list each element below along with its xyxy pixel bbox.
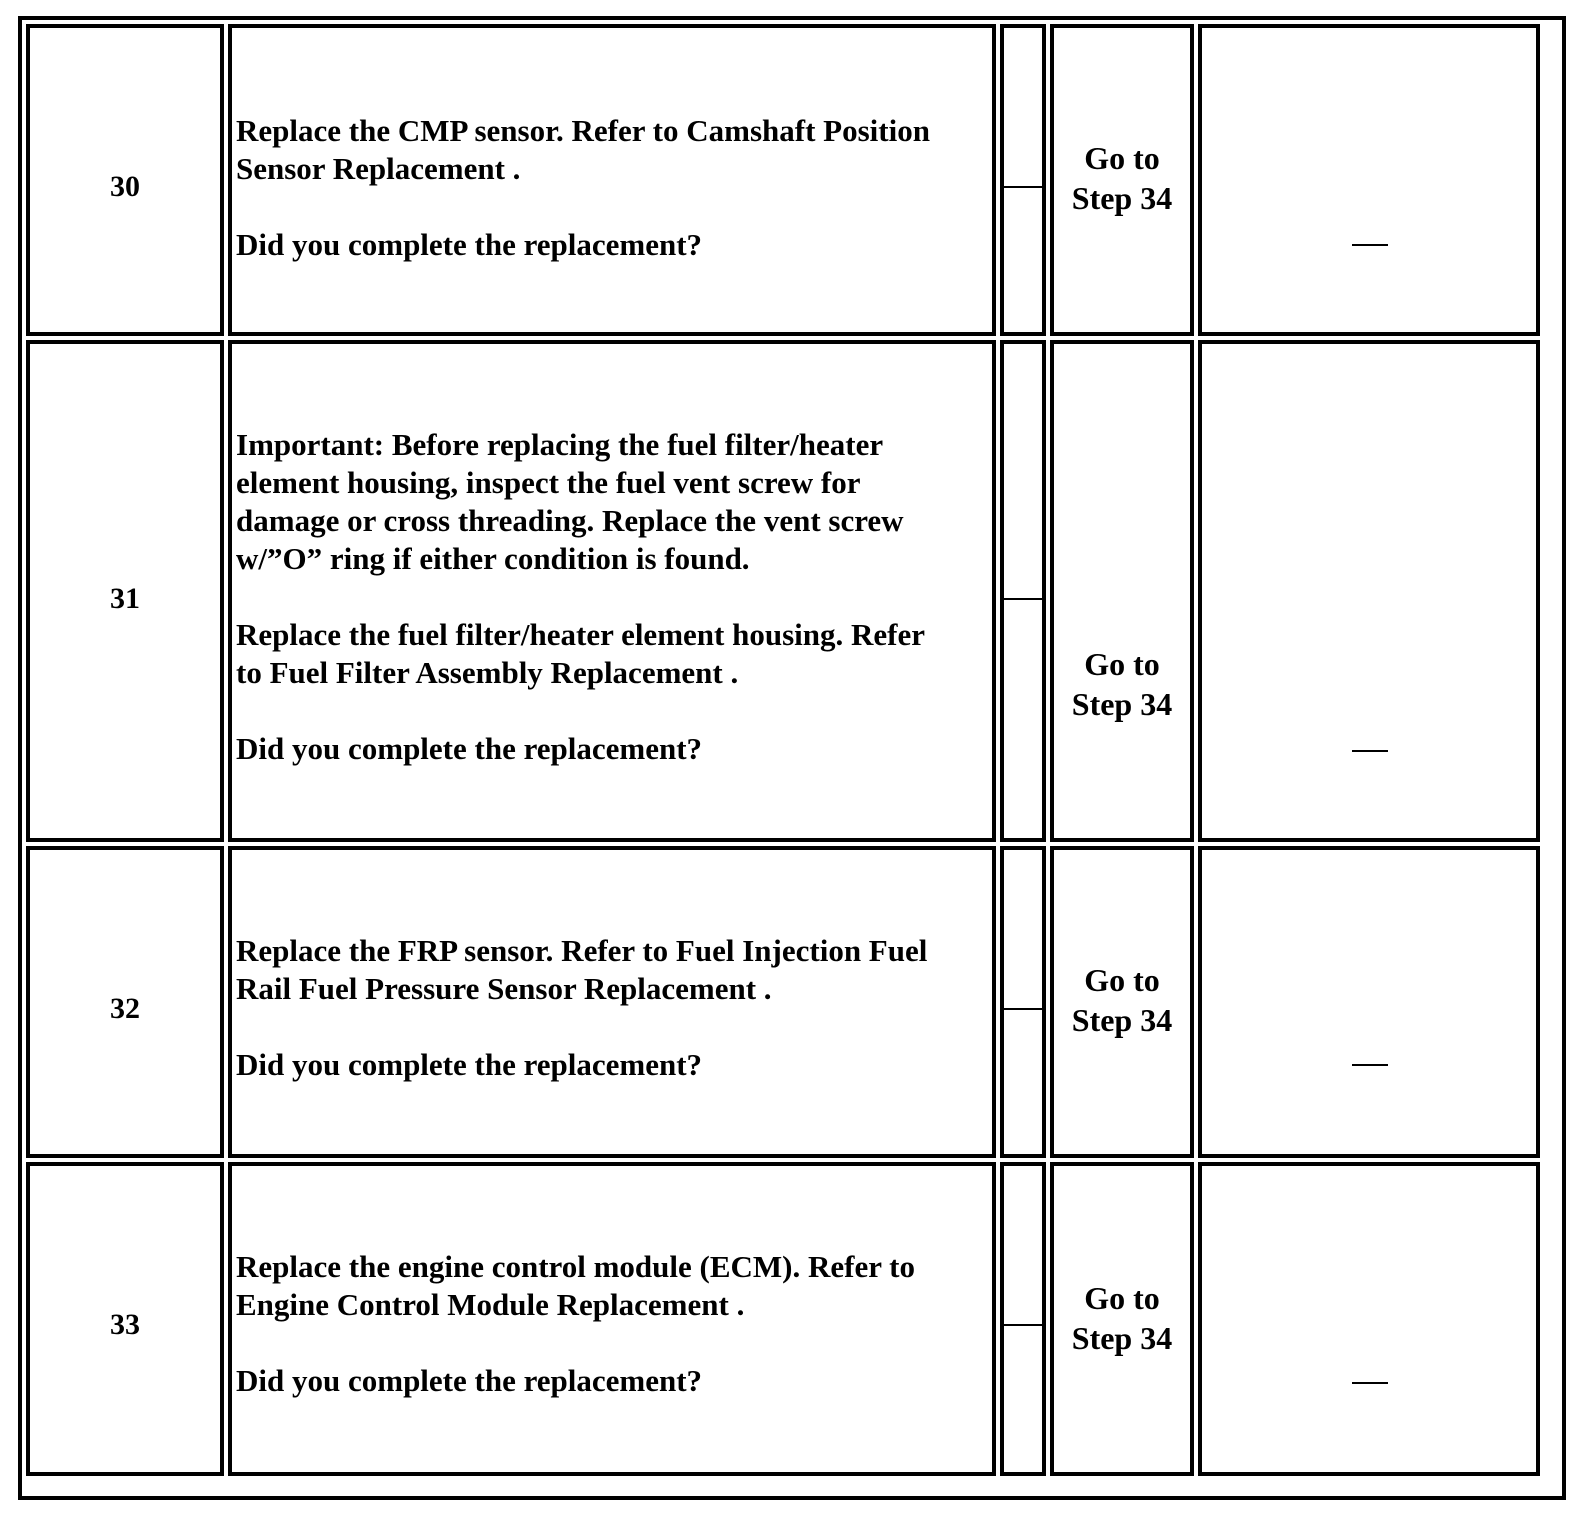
value-dash bbox=[1004, 1324, 1042, 1326]
step-number: 33 bbox=[110, 1308, 140, 1341]
yes-cell bbox=[1050, 1162, 1194, 1476]
action-cell bbox=[228, 1162, 996, 1476]
value-dash bbox=[1004, 186, 1042, 188]
step-cell bbox=[26, 1162, 224, 1476]
no-cell bbox=[1198, 24, 1540, 336]
no-cell bbox=[1198, 846, 1540, 1158]
value-cell bbox=[1000, 340, 1046, 842]
action-text: Important: Before replacing the fuel filter/heater element housing, inspect the fuel vent screw for damage or cross threading. Replace the vent screw w/”O” ring if either condition is found. Replace the fuel filter/heater element housing. Refer to Fuel Filter Assembly Replacement . Did you complete the replacement? bbox=[236, 427, 925, 766]
action-text: Replace the engine control module (ECM). Refer to Engine Control Module Replacement . Did you complete the replacement? bbox=[236, 1249, 915, 1398]
no-dash bbox=[1352, 244, 1388, 246]
value-cell bbox=[1000, 24, 1046, 336]
yes-action: Go to Step 34 bbox=[1071, 1280, 1173, 1356]
yes-cell bbox=[1050, 846, 1194, 1158]
value-dash bbox=[1004, 598, 1042, 600]
yes-action: Go to Step 34 bbox=[1071, 962, 1173, 1038]
step-number: 31 bbox=[110, 582, 140, 615]
value-cell bbox=[1000, 1162, 1046, 1476]
no-dash bbox=[1352, 750, 1388, 752]
step-cell bbox=[26, 340, 224, 842]
value-cell bbox=[1000, 846, 1046, 1158]
step-number: 30 bbox=[110, 170, 140, 203]
value-dash bbox=[1004, 1008, 1042, 1010]
action-cell bbox=[228, 846, 996, 1158]
action-text: Replace the FRP sensor. Refer to Fuel Injection Fuel Rail Fuel Pressure Sensor Replacement . Did you complete the replacement? bbox=[236, 933, 928, 1082]
action-cell bbox=[228, 24, 996, 336]
yes-cell bbox=[1050, 340, 1194, 842]
action-cell bbox=[228, 340, 996, 842]
yes-cell bbox=[1050, 24, 1194, 336]
step-cell bbox=[26, 846, 224, 1158]
no-cell bbox=[1198, 1162, 1540, 1476]
yes-action: Go to Step 34 bbox=[1071, 646, 1173, 722]
step-number: 32 bbox=[110, 992, 140, 1025]
action-text: Replace the CMP sensor. Refer to Camshaft Position Sensor Replacement . Did you complete the replacement? bbox=[236, 113, 930, 262]
step-cell bbox=[26, 24, 224, 336]
no-cell bbox=[1198, 340, 1540, 842]
no-dash bbox=[1352, 1382, 1388, 1384]
no-dash bbox=[1352, 1064, 1388, 1066]
yes-action: Go to Step 34 bbox=[1071, 140, 1173, 216]
